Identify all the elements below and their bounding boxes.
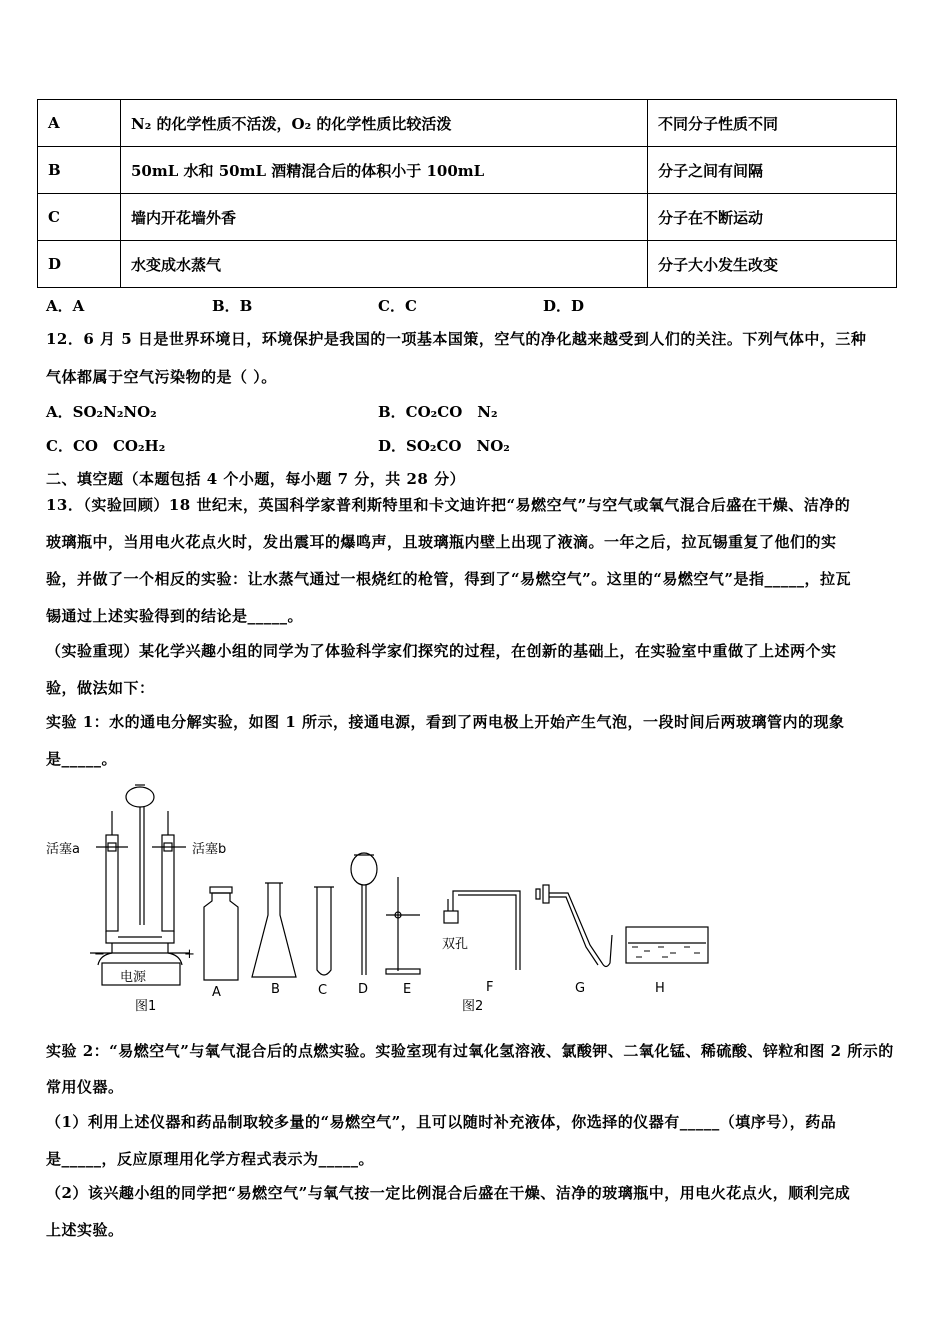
stopper-f bbox=[444, 911, 458, 923]
q12-stem-line1: 12．6 月 5 日是世界环境日，环境保护是我国的一项基本国策，空气的净化越来越受到人们的关注。下列气体中，三种 bbox=[46, 330, 867, 348]
q13-line14: 上述实验。 bbox=[46, 1221, 124, 1239]
stopcock-a-label: 活塞a bbox=[46, 842, 80, 857]
q13-line6: 验，做法如下： bbox=[46, 679, 155, 697]
double-hole-label: 双孔 bbox=[442, 937, 469, 952]
row-key: D bbox=[38, 241, 121, 288]
row-key: C bbox=[38, 194, 121, 241]
q13-line11: （1）利用上述仪器和药品制取较多量的“易燃空气”，且可以随时补充液体，你选择的仪器有_____（填序号），药品 bbox=[46, 1113, 837, 1131]
q13-line12: 是_____，反应原理用化学方程式表示为_____。 bbox=[46, 1150, 375, 1168]
row-phenomenon: 墙内开花墙外香 bbox=[121, 194, 648, 241]
table-row bbox=[38, 241, 897, 288]
label-e: E bbox=[403, 982, 412, 997]
table-row bbox=[38, 147, 897, 194]
q13-line5: （实验重现）某化学兴趣小组的同学为了体验科学家们探究的过程，在创新的基础上，在实验室中重做了上述两个实 bbox=[46, 642, 837, 660]
funnel-d bbox=[351, 853, 377, 885]
q13-line8: 是_____。 bbox=[46, 750, 118, 768]
label-b: B bbox=[271, 982, 280, 997]
minus-label: − bbox=[94, 947, 105, 962]
q13-line13: （2）该兴趣小组的同学把“易燃空气”与氧气按一定比例混合后盛在干燥、洁净的玻璃瓶中，用电火花点火，顺利完成 bbox=[46, 1184, 851, 1202]
options-table bbox=[37, 99, 897, 288]
stopper-g bbox=[536, 889, 540, 899]
row-explanation: 分子大小发生改变 bbox=[648, 241, 897, 288]
row-explanation: 不同分子性质不同 bbox=[648, 100, 897, 147]
fig1-caption: 图1 bbox=[135, 999, 157, 1014]
plus-label: + bbox=[184, 947, 195, 962]
q11-choice-c: C．C bbox=[378, 297, 417, 315]
q13-line2: 玻璃瓶中，当用电火花点火时，发出震耳的爆鸣声，且玻璃瓶内壁上出现了液滴。一年之后，拉瓦锡重复了他们的实 bbox=[46, 533, 837, 551]
bottle-a bbox=[204, 893, 238, 980]
q13-line1: 13．（实验回顾）18 世纪末，英国科学家普利斯特里和卡文迪许把“易燃空气”与空气或氧气混合后盛在干燥、洁净的 bbox=[46, 496, 851, 514]
label-h: H bbox=[655, 981, 665, 996]
table-row bbox=[38, 100, 897, 147]
row-key: B bbox=[38, 147, 121, 194]
label-c: C bbox=[318, 983, 328, 998]
section2-title: 二、填空题（本题包括 4 个小题，每小题 7 分，共 28 分） bbox=[46, 470, 466, 488]
row-key: A bbox=[38, 100, 121, 147]
q12-choice-c: C．CO CO₂H₂ bbox=[46, 437, 166, 455]
row-explanation: 分子之间有间隔 bbox=[648, 147, 897, 194]
row-phenomenon: 水变成水蒸气 bbox=[121, 241, 648, 288]
power-label: 电源 bbox=[120, 970, 147, 985]
label-a: A bbox=[212, 985, 221, 1000]
row-explanation: 分子在不断运动 bbox=[648, 194, 897, 241]
q13-line4: 锡通过上述实验得到的结论是_____。 bbox=[46, 607, 304, 625]
row-phenomenon: 50mL 水和 50mL 酒精混合后的体积小于 100mL bbox=[121, 147, 648, 194]
label-g: G bbox=[575, 981, 586, 996]
q11-choice-b: B．B bbox=[212, 297, 253, 315]
label-d: D bbox=[358, 982, 369, 997]
row-phenomenon: N₂ 的化学性质不活泼，O₂ 的化学性质比较活泼 bbox=[121, 100, 648, 147]
label-f: F bbox=[486, 980, 494, 995]
q11-choice-a: A．A bbox=[46, 297, 85, 315]
test-tube-c bbox=[317, 887, 331, 975]
fig2-caption: 图2 bbox=[462, 999, 484, 1014]
funnel-bulb bbox=[126, 787, 154, 807]
trough-h bbox=[626, 927, 708, 963]
stopcock-b-label: 活塞b bbox=[192, 842, 227, 857]
q13-line7: 实验 1：水的通电分解实验，如图 1 所示，接通电源，看到了两电极上开始产生气泡，一段时间后两玻璃管内的现象 bbox=[46, 713, 845, 731]
q12-choice-a: A．SO₂N₂NO₂ bbox=[46, 403, 157, 421]
q12-choice-b: B．CO₂CO N₂ bbox=[378, 403, 498, 421]
q13-line3: 验，并做了一个相反的实验：让水蒸气通过一根烧红的枪管，得到了“易燃空气”。这里的“易燃空气”是指_____，拉瓦 bbox=[46, 570, 852, 588]
q12-choice-d: D．SO₂CO NO₂ bbox=[378, 437, 510, 455]
q13-line10: 常用仪器。 bbox=[46, 1078, 124, 1096]
q12-stem-line2: 气体都属于空气污染物的是（ ）。 bbox=[46, 368, 277, 386]
table-row bbox=[38, 194, 897, 241]
q13-line9: 实验 2：“易燃空气”与氧气混合后的点燃实验。实验室现有过氧化氢溶液、氯酸钾、二氧化锰、稀硫酸、锌粒和图 2 所示的 bbox=[46, 1042, 894, 1060]
q11-choice-d: D．D bbox=[543, 297, 585, 315]
flask-b bbox=[252, 883, 296, 977]
